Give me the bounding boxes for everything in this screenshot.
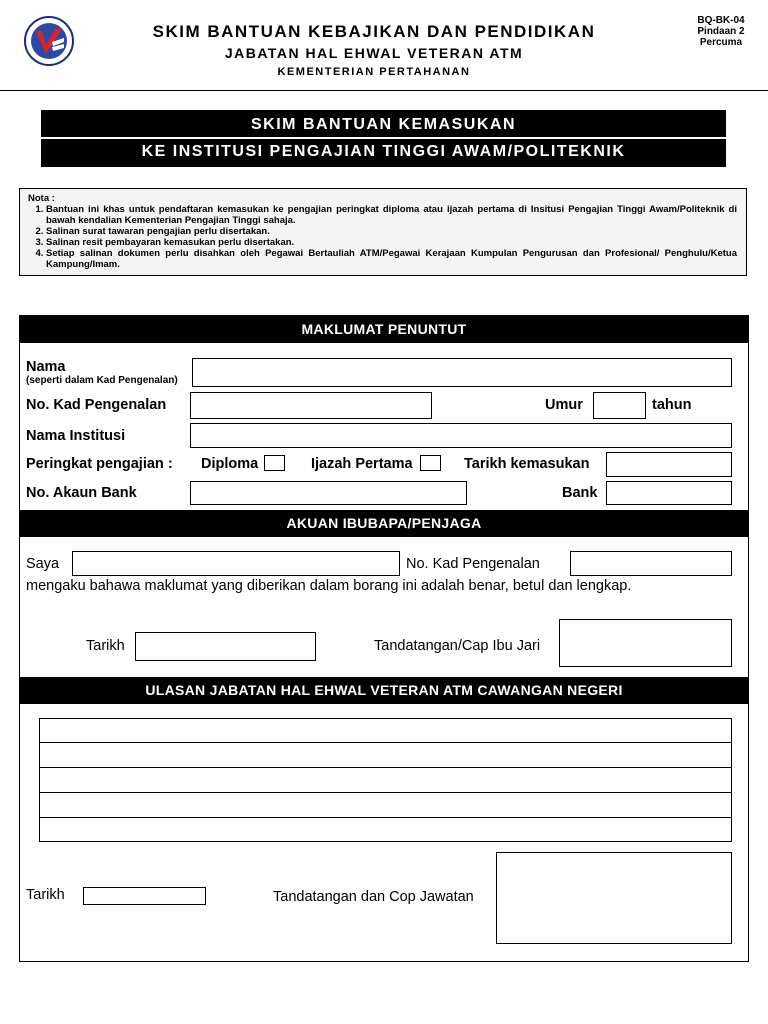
name-field[interactable] [192, 358, 732, 387]
remarks-date-label: Tarikh [26, 887, 65, 903]
institution-label: Nama Institusi [26, 428, 126, 444]
entry-date-label: Tarikh kemasukan [464, 456, 590, 472]
guardian-ic-field[interactable] [570, 551, 732, 576]
note-item: 2. Salinan surat tawaran pengajian perlu disertakan. [46, 226, 737, 237]
form-price: Percuma [699, 37, 743, 48]
declaration-text: mengaku bahawa maklumat yang diberikan dalam borang ini adalah benar, betul dan lengkap. [26, 578, 632, 594]
remarks-signature-box[interactable] [496, 852, 732, 944]
account-label: No. Akaun Bank [26, 485, 137, 501]
remarks-date-field[interactable] [83, 887, 206, 905]
age-field[interactable] [593, 392, 646, 419]
form-title-line1: SKIM BANTUAN KEMASUKAN [41, 110, 726, 137]
note-item: 3. Salinan resit pembayaran kemasukan perlu disertakan. [46, 237, 737, 248]
header-department: JABATAN HAL EHWAL VETERAN ATM [224, 45, 524, 61]
ic-label: No. Kad Pengenalan [26, 397, 167, 413]
diploma-label: Diploma [201, 456, 259, 472]
form-code-block [690, 15, 752, 48]
remarks-line[interactable] [39, 767, 732, 793]
name-label: Nama [26, 359, 66, 375]
remarks-line[interactable] [39, 792, 732, 818]
bank-field[interactable] [606, 481, 732, 505]
section-remarks: ULASAN JABATAN HAL EHWAL VETERAN ATM CAWANGAN NEGERI [19, 677, 749, 704]
guardian-date-label: Tarikh [86, 638, 125, 654]
bank-label: Bank [562, 485, 598, 501]
form-code: BQ-BK-04 [697, 15, 745, 26]
header-divider [0, 90, 768, 91]
degree-label: Ijazah Pertama [311, 456, 413, 472]
note-item: 1. Bantuan ini khas untuk pendaftaran kemasukan ke pengajian peringkat diploma atau ijazah pertama di Insitusi Pengajian Tinggi Awam/Politeknik di bawah kendalian Kementerian Pengajian Tinggi sahaja. [46, 204, 737, 226]
form-title-line2: KE INSTITUSI PENGAJIAN TINGGI AWAM/POLITEKNIK [41, 139, 726, 167]
notes-heading: Nota : [28, 193, 55, 204]
guardian-ic-label: No. Kad Pengenalan [406, 556, 540, 572]
guardian-signature-box[interactable] [559, 619, 732, 667]
guardian-signature-label: Tandatangan/Cap Ibu Jari [374, 638, 541, 654]
entry-date-field[interactable] [606, 452, 732, 477]
section-student-info: MAKLUMAT PENUNTUT [19, 316, 749, 343]
age-unit: tahun [652, 397, 692, 413]
form-amendment: Pindaan 2 [697, 26, 745, 37]
guardian-name-field[interactable] [72, 551, 400, 576]
remarks-signature-label: Tandatangan dan Cop Jawatan [273, 889, 474, 905]
header-title: SKIM BANTUAN KEBAJIKAN DAN PENDIDIKAN [152, 22, 596, 41]
remarks-line[interactable] [39, 742, 732, 768]
institution-field[interactable] [190, 423, 732, 448]
account-field[interactable] [190, 481, 467, 505]
name-hint: (seperti dalam Kad Pengenalan) [26, 375, 178, 386]
saya-label: Saya [26, 556, 60, 572]
age-label: Umur [545, 397, 583, 413]
guardian-date-field[interactable] [135, 632, 316, 661]
notes-box [19, 188, 747, 276]
diploma-checkbox[interactable] [264, 455, 285, 471]
level-label: Peringkat pengajian : [26, 456, 173, 472]
header-ministry: KEMENTERIAN PERTAHANAN [277, 66, 471, 78]
section-guardian: AKUAN IBUBAPA/PENJAGA [19, 510, 749, 537]
remarks-line[interactable] [39, 718, 732, 743]
note-item: 4. Setiap salinan dokumen perlu disahkan oleh Pegawai Bertauliah ATM/Pegawai Kerajaan Kumpulan Pengurusan dan Profesional/ Penghulu/Ketua Kampung/Imam. [46, 248, 737, 270]
remarks-line[interactable] [39, 817, 732, 842]
degree-checkbox[interactable] [420, 455, 441, 471]
ic-field[interactable] [190, 392, 432, 419]
